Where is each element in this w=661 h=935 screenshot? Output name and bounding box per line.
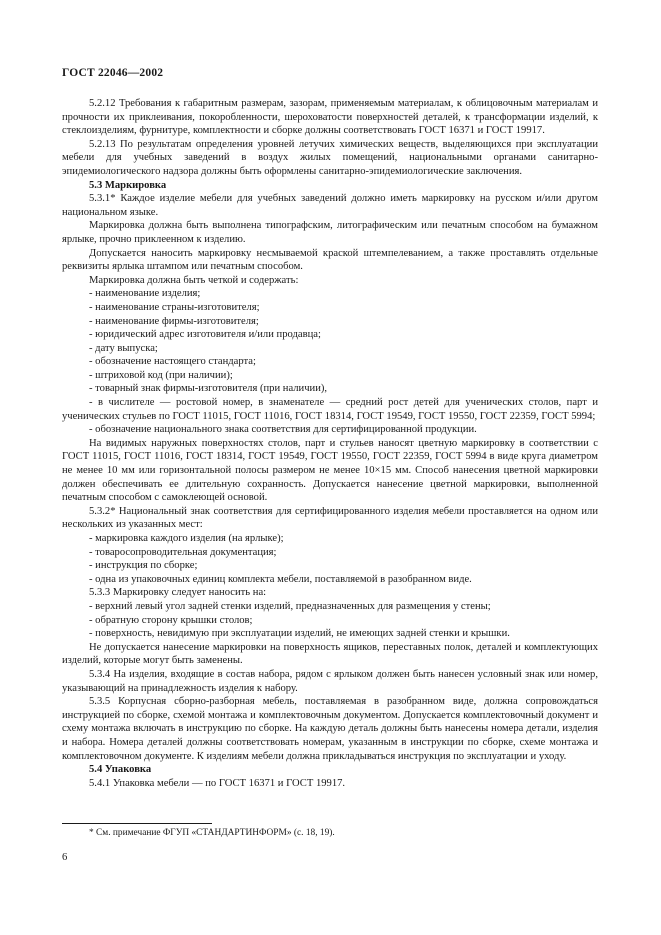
list-item: - штриховой код (при наличии); (89, 369, 233, 381)
standard-header: ГОСТ 22046—2002 (62, 67, 164, 79)
list-item: - обратную сторону крышки столов; (89, 614, 253, 626)
list-item: - верхний левый угол задней стенки изделий, предназначенных для размещения у стены; (89, 600, 491, 612)
paragraph: Не допускается нанесение маркировки на поверхность ящиков, переставных полок, деталей и комплектующих изделий, которые могут быть заменены. (62, 641, 598, 667)
paragraph: 5.2.12 Требования к габаритным размерам, зазорам, применяемым материалам, к облицовочным материалам и прочности их приклеивания, покоробленности, шероховатости поверхностей деталей, к трансформации изделий, к стеклоизделиям, фурнитуре, комплектности и сборке должны соответствовать ГОСТ 16371 и ГОСТ 19917. (62, 98, 598, 137)
footnote: * См. примечание ФГУП «СТАНДАРТИНФОРМ» (с. 18, 19). (89, 828, 335, 838)
paragraph: 5.3.2* Национальный знак соответствия для сертифицированного изделия мебели проставляется на одном или нескольких из указанных мест: (62, 505, 598, 531)
list-item: - юридический адрес изготовителя и/или продавца; (89, 329, 321, 341)
footnote-divider (62, 823, 212, 824)
list-item: - одна из упаковочных единиц комплекта мебели, поставляемой в разобранном виде. (89, 573, 472, 585)
section-heading: 5.4 Упаковка (89, 764, 152, 776)
list-item: - обозначение настоящего стандарта; (89, 356, 256, 368)
paragraph: 5.3.4 На изделия, входящие в состав набора, рядом с ярлыком должен быть нанесен условный знак или номер, указывающий на принадлежность изделия к набору. (62, 668, 598, 694)
list-item: - маркировка каждого изделия (на ярлыке); (89, 533, 284, 544)
paragraph: 5.3.5 Корпусная сборно-разборная мебель, поставляемая в разобранном виде, должна сопровождаться инструкцией по сборке, схемой монтажа и комплектовочным документом. Допускается комплектовочный документ и схему монтажа включать в инструкцию по сборке. На каждую деталь должны быть нанесены номера детали, изделия и набора. Номера деталей должны соответствовать номерам, указанным в инструкции по сборке, схеме монтажа и комплектовочном документе. К изделиям мебели должна прикладываться инструкция по эксплуатации и уходу. (62, 696, 598, 762)
list-item: - наименование фирмы-изготовителя; (89, 315, 259, 327)
paragraph: 5.3.3 Маркировку следует наносить на: (89, 587, 267, 599)
paragraph: 5.3.1* Каждое изделие мебели для учебных заведений должно иметь маркировку на русском и/или другом национальном языке. (62, 193, 598, 218)
paragraph: 5.4.1 Упаковка мебели — по ГОСТ 16371 и ГОСТ 19917. (89, 777, 346, 789)
paragraph: - в числителе — ростовой номер, в знаменателе — средний рост детей для ученических столов, парт и ученических стульев по ГОСТ 11015, ГОСТ 11016, ГОСТ 18314, ГОСТ 19549, ГОСТ 19550, ГОСТ 22359, ГОСТ 5994; (62, 397, 598, 422)
paragraph: 5.2.13 По результатам определения уровней летучих химических веществ, выделяющихся при эксплуатации мебели для учебных заведений в воздух жилых помещений, национальными органами санитарно-эпидемиологического надзора должны быть оформлены санитарно-эпидемиологические заключения. (62, 138, 598, 177)
paragraph: На видимых наружных поверхностях столов, парт и стульев наносят цветную маркировку в соответствии с ГОСТ 11015, ГОСТ 11016, ГОСТ 18314, ГОСТ 19549, ГОСТ 19550, ГОСТ 22359, ГОСТ 5994 в виде круга диаметром не менее 10 мм или горизонтальной полосы размером не менее 10×15 мм. Способ нанесения цветной маркировки должен обеспечивать ее длительную сохранность. Допускается нанесение цветной маркировки, выполненной печатным способом с самоклеющей основой. (62, 437, 598, 504)
page-number: 6 (62, 852, 68, 863)
document-body (62, 97, 598, 790)
paragraph: Допускается наносить маркировку несмываемой краской штемпелеванием, а также проставлять отдельные реквизиты ярлыка штампом или печатным способом. (62, 247, 598, 273)
list-item: - поверхность, невидимую при эксплуатации изделий, не имеющих задней стенки и крышки. (89, 628, 510, 640)
list-item: - товаросопроводительная документация; (89, 546, 277, 558)
list-item: - дату выпуска; (89, 342, 158, 354)
paragraph: Маркировка должна быть четкой и содержать: (89, 274, 299, 286)
paragraph: Маркировка должна быть выполнена типографским, литографическим или печатным способом на бумажном ярлыке, прочно приклеенном к изделию. (62, 220, 598, 245)
list-item: - наименование изделия; (89, 288, 201, 300)
list-item: - товарный знак фирмы-изготовителя (при наличии), (89, 383, 328, 395)
list-item: - наименование страны-изготовителя; (89, 301, 260, 313)
list-item: - инструкция по сборке; (89, 560, 198, 572)
list-item: - обозначение национального знака соответствия для сертифицированной продукции. (89, 424, 477, 436)
section-heading: 5.3 Маркировка (89, 179, 167, 191)
